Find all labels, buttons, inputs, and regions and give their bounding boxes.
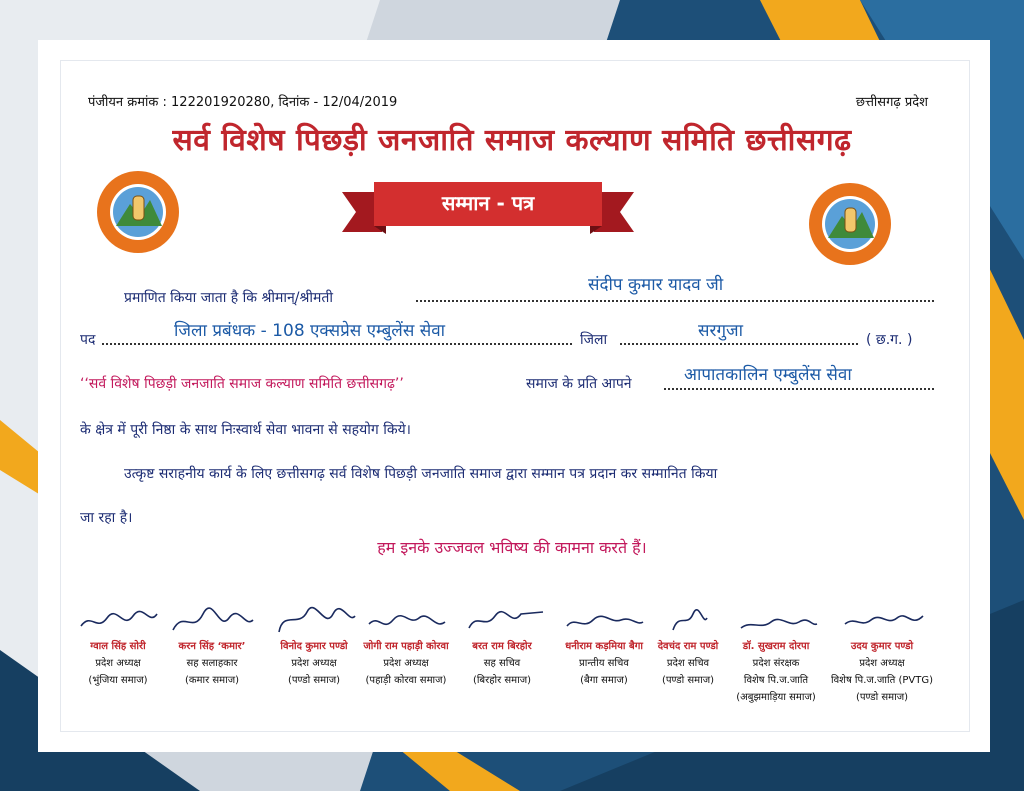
service-field: आपातकालिन एम्बुलेंस सेवा <box>684 365 852 385</box>
signatory-name: विनोद कुमार पण्डो <box>280 641 348 652</box>
organization-heading: सर्व विशेष पिछड़ी जनजाति समाज कल्याण समिति छत्तीसगढ़ <box>172 123 852 158</box>
organization-quote: ‘‘सर्व विशेष पिछड़ी जनजाति समाज कल्याण समिति छत्तीसगढ़’’ <box>80 376 404 392</box>
signatory-role: प्रदेश अध्यक्ष <box>383 658 429 669</box>
signatory-society: (पण्डो समाज) <box>661 675 715 686</box>
signatory-2 <box>156 606 268 686</box>
fist-emblem-icon <box>96 170 180 254</box>
honour-text: उत्कृष्ट सराहनीय कार्य के लिए छत्तीसगढ़ सर्व विशेष पिछड़ी जनजाति समाज द्वारा सम्मान पत्र प्रदान कर सम्मानित किया <box>124 466 718 482</box>
signatory-society: (कमार समाज) <box>184 675 240 686</box>
signature-icon <box>457 606 547 636</box>
signatory-society-extra: (अबुझमाड़िया समाज) <box>736 692 816 703</box>
signatory-society: विशेष पि.ज.जाति <box>743 675 809 686</box>
state-label: छत्तीसगढ़ प्रदेश <box>855 95 928 110</box>
name-dotted-line <box>416 300 934 302</box>
signatory-9 <box>826 606 938 703</box>
district-label: जिला <box>580 332 608 348</box>
fist-emblem-icon <box>808 182 892 266</box>
signatory-society-extra: (पण्डो समाज) <box>855 692 909 703</box>
signature-icon <box>361 606 451 636</box>
signatory-role: प्रदेश अध्यक्ष <box>859 658 905 669</box>
signatory-name: धनीराम कड़मिया बैगा <box>565 641 643 652</box>
signatory-role: सह सचिव <box>483 658 521 669</box>
good-wishes: हम इनके उज्जवल भविष्य की कामना करते हैं। <box>377 538 647 557</box>
signatory-role: प्रदेश संरक्षक <box>752 658 800 669</box>
signatory-role: प्रदेश अध्यक्ष <box>95 658 141 669</box>
post-label: पद <box>80 332 96 348</box>
signatory-role: प्रदेश सचिव <box>666 658 710 669</box>
field-dotted-line <box>664 388 934 390</box>
signatory-name: देवचंद राम पण्डो <box>657 641 719 652</box>
signatory-name: जोगी राम पहाड़ी कोरवा <box>363 641 449 652</box>
society-text: समाज के प्रति आपने <box>526 376 632 392</box>
signatory-8 <box>720 606 832 703</box>
signatory-role: प्रान्तीय सचिव <box>579 658 629 669</box>
post-value: जिला प्रबंधक - 108 एक्सप्रेस एम्बुलेंस सेवा <box>174 321 446 341</box>
certify-text: प्रमाणित किया जाता है कि श्रीमान्/श्रीमती <box>124 290 334 306</box>
signatory-society: विशेष पि.ज.जाति (PVTG) <box>831 675 933 686</box>
signatory-name: उदय कुमार पण्डो <box>850 641 914 652</box>
recipient-name: संदीप कुमार यादव जी <box>588 275 724 295</box>
signatory-society: (पहाड़ी कोरवा समाज) <box>365 675 447 686</box>
registration-number: पंजीयन क्रमांक : 122201920280, दिनांक - 12/04/2019 <box>88 95 398 110</box>
signature-icon <box>73 606 163 636</box>
honour-text-end: जा रहा है। <box>80 510 133 526</box>
signatory-society: (पण्डो समाज) <box>287 675 341 686</box>
signatory-name: बरत राम बिरहोर <box>472 641 532 652</box>
district-dotted-line <box>620 343 858 345</box>
signatory-name: करन सिंह ‘कमार’ <box>178 641 246 652</box>
district-value: सरगुजा <box>698 321 744 341</box>
state-short: ( छ.ग. ) <box>866 332 913 348</box>
signature-icon <box>167 606 257 636</box>
signature-icon <box>269 606 359 636</box>
signatory-name: डॉ. सुखराम दोरपा <box>742 641 810 652</box>
signatory-society: (बैगा समाज) <box>580 675 628 686</box>
dedication-text: के क्षेत्र में पूरी निष्ठा के साथ निःस्वार्थ सेवा भावना से सहयोग किये। <box>80 422 411 438</box>
ribbon-title: सम्मान - पत्र <box>441 191 535 215</box>
signatory-society: (बिरहोर समाज) <box>472 675 532 686</box>
signatory-5 <box>446 606 558 686</box>
signatory-society: (भुंजिया समाज) <box>88 675 148 686</box>
signatory-name: ग्वाल सिंह सोरी <box>90 641 146 652</box>
signature-icon <box>837 606 927 636</box>
signatory-role: सह सलाहकार <box>186 658 238 669</box>
signatory-role: प्रदेश अध्यक्ष <box>291 658 337 669</box>
post-dotted-line <box>102 343 572 345</box>
signature-icon <box>731 606 821 636</box>
